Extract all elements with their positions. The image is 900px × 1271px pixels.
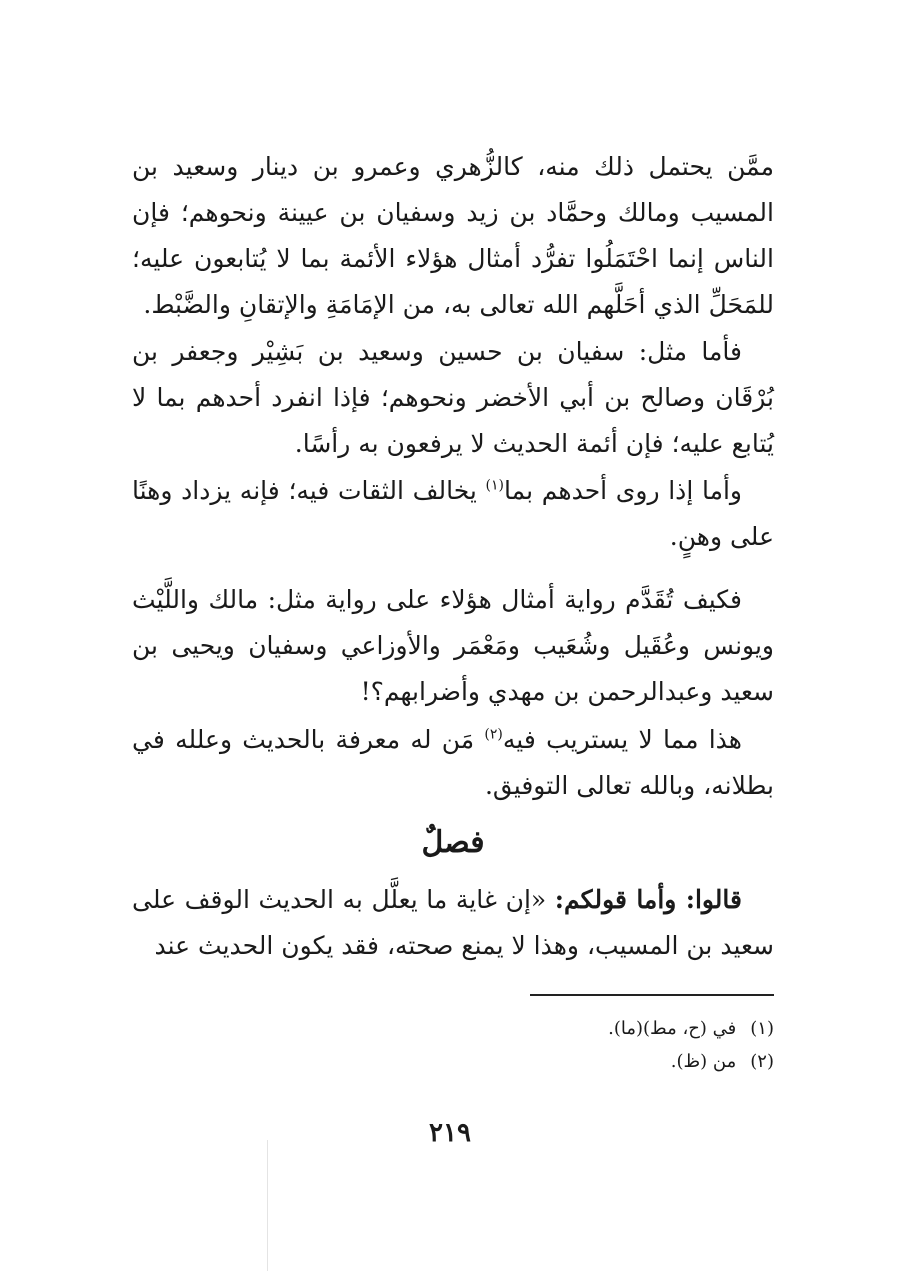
paragraph-6-text (132, 877, 774, 969)
footnote-ref-2: (٢) (484, 726, 503, 743)
footnote-2 (430, 1045, 774, 1078)
footnote-divider (530, 994, 774, 996)
paragraph-6-lead: قالوا: وأما قولكم: (554, 885, 742, 914)
footnote-2-number: (٢) (750, 1051, 774, 1072)
paragraph-3-part-2: يخالف الثقات فيه؛ فإنه يزداد وهنًا على وهنٍ. (132, 476, 774, 551)
footnote-1-text: في (ح، مط)(ما). (608, 1018, 737, 1039)
paragraph-1-text: ممَّن يحتمل ذلك منه، كالزُّهري وعمرو بن دينار وسعيد بن المسيب ومالك وحمَّاد بن زيد وسفيان بن عيينة ونحوهم؛ فإن الناس إنما احْتَمَلُوا تفرُّد أمثال هؤلاء الأئمة بما لا يُتابعون عليه؛ للمَحَلِّ الذي أحَلَّهم الله تعالى به، من الإمَامَةِ والإتقانِ والضَّبْط. (132, 152, 774, 319)
paragraph-5-part-2: مَن له معرفة بالحديث وعلله في بطلانه، وبالله تعالى التوفيق. (132, 725, 774, 800)
paragraph-4 (132, 577, 774, 715)
paragraph-2-text: فأما مثل: سفيان بن حسين وسعيد بن بَشِيْر وجعفر بن بُرْقَان وصالح بن أبي الأخضر ونحوهم؛ فإذا انفرد أحدهم بما لا يُتابع عليه؛ فإن أئمة الحديث لا يرفعون به رأسًا. (132, 337, 774, 458)
footnotes (430, 1012, 774, 1078)
paragraph-6 (132, 877, 774, 969)
paragraph-3 (132, 468, 774, 560)
page-number: ٢١٩ (429, 1118, 471, 1148)
paragraph-5-part-1: هذا مما لا يستريب فيه (502, 725, 742, 754)
paragraph-5-text (132, 717, 774, 809)
paragraph-3-text (132, 468, 774, 560)
paragraph-2 (132, 329, 774, 467)
paragraph-6-rest: «إن غاية ما يعلَّل به الحديث الوقف على سعيد بن المسيب، وهذا لا يمنع صحته، فقد يكون الحديث عند (132, 885, 774, 960)
paragraph-1 (132, 144, 774, 328)
paragraph-4-text: فكيف تُقَدَّم رواية أمثال هؤلاء على رواية مثل: مالك واللَّيْث ويونس وعُقَيل وشُعَيب ومَعْمَر والأوزاعي وسفيان ويحيى بن سعيد وعبدالرحمن بن مهدي وأضرابهم؟! (132, 585, 774, 706)
paragraph-5 (132, 717, 774, 809)
paragraph-3-part-1: وأما إذا روى أحدهم بما (504, 476, 742, 505)
scan-edge-line (267, 1140, 268, 1271)
footnote-1-number: (١) (750, 1018, 774, 1039)
footnote-2-text: من (ظ). (670, 1051, 737, 1072)
footnote-1 (430, 1012, 774, 1045)
footnote-ref-1: (١) (485, 477, 505, 494)
section-heading: فصلٌ (421, 825, 485, 860)
